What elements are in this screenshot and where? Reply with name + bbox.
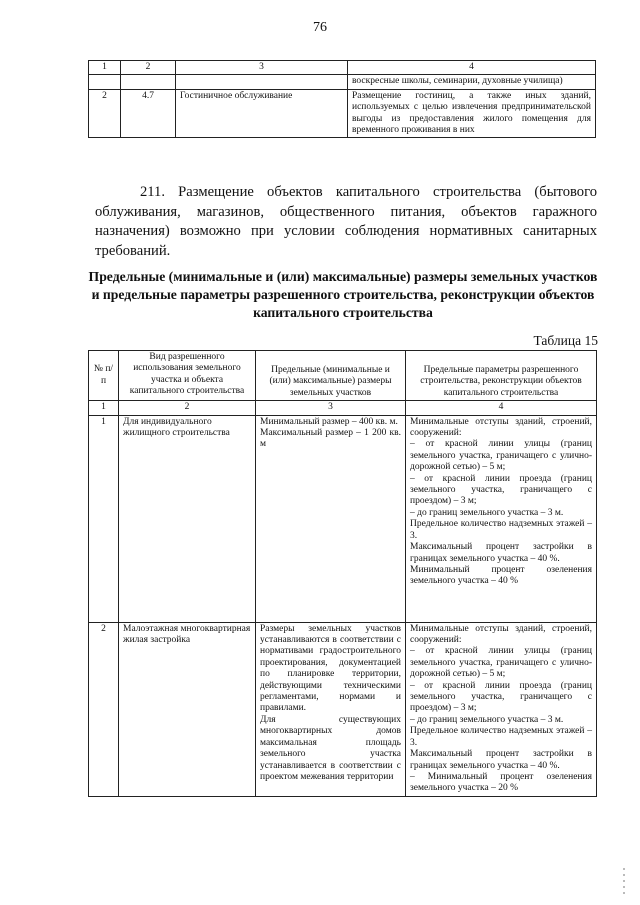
section-heading: Предельные (минимальные и (или) максимальные) размеры земельных участков и предельные параметры разрешенного строительства, реконструкции объектов капитального строительства bbox=[88, 269, 598, 320]
param-line: Предельное количество надземных этажей – 3. bbox=[410, 726, 592, 748]
header-number-4: 4 bbox=[406, 401, 597, 415]
header-num: № п/п bbox=[89, 351, 119, 401]
table-row bbox=[89, 89, 596, 138]
page-number: 76 bbox=[313, 20, 327, 35]
header-col-3: 3 bbox=[176, 61, 348, 75]
param-line: Максимальный процент застройки в границах земельного участка – 40 %. bbox=[410, 749, 592, 771]
empty-cell bbox=[176, 75, 348, 89]
paragraph-211: 211. Размещение объектов капитального строительства (бытового облуживания, магазинов, общественного питания, объектов гаражного назначения) возможно при условии соблюдения нормативных санитарных требований. bbox=[95, 184, 597, 259]
header-type: Вид разрешенного использования земельного участка и объекта капитального строительства bbox=[119, 351, 256, 401]
header-col-4: 4 bbox=[348, 61, 596, 75]
scan-mark bbox=[622, 868, 626, 898]
header-col-1: 1 bbox=[89, 61, 121, 75]
table-15 bbox=[88, 350, 597, 797]
row-code: 4.7 bbox=[121, 89, 176, 138]
size-min: Минимальный размер – 400 кв. м. bbox=[260, 416, 398, 427]
row-params bbox=[406, 415, 597, 622]
param-line: Минимальные отступы зданий, строений, сооружений: bbox=[410, 623, 592, 646]
table-row bbox=[89, 622, 597, 796]
size-text: Для существующих многоквартирных домов максимальная площадь земельного участка устанавливается в соответствии с проектом межевания территории bbox=[260, 714, 401, 782]
row-desc: Размещение гостиниц, а также иных зданий, используемых с целью извлечения предпринимательской выгоды из предоставления жилого помещения для временного проживания в них bbox=[348, 89, 596, 138]
table-header-row bbox=[89, 61, 596, 75]
param-line: – от красной линии улицы (границ земельного участка, граничащего с улично-дорожной сетью) – 5 м; bbox=[410, 646, 592, 680]
row-num: 1 bbox=[89, 415, 119, 622]
header-number-1: 1 bbox=[89, 401, 119, 415]
param-line: – от красной линии проезда (границ земельного участка, граничащего с проездом) – 3 м; bbox=[410, 473, 592, 507]
table-caption: Таблица 15 bbox=[533, 333, 598, 348]
row-num: 2 bbox=[89, 89, 121, 138]
header-params: Предельные параметры разрешенного строительства, реконструкции объектов капитального строительства bbox=[406, 351, 597, 401]
param-line: Минимальный процент озеленения земельного участка – 40 % bbox=[410, 564, 592, 587]
param-line: – от красной линии проезда (границ земельного участка, граничащего с проездом) – 3 м; bbox=[410, 680, 592, 714]
row-sizes bbox=[256, 622, 406, 796]
row-sizes bbox=[256, 415, 406, 622]
row-continued-desc: воскресные школы, семинарии, духовные училища) bbox=[348, 75, 596, 89]
empty-cell bbox=[89, 75, 121, 89]
header-col-2: 2 bbox=[121, 61, 176, 75]
header-number-2: 2 bbox=[119, 401, 256, 415]
continued-table bbox=[88, 60, 596, 138]
param-line: – Минимальный процент озеленения земельного участка – 20 % bbox=[410, 771, 592, 794]
table-row bbox=[89, 75, 596, 89]
size-max: Максимальный размер – 1 200 кв. м bbox=[260, 428, 401, 450]
header-number-3: 3 bbox=[256, 401, 406, 415]
row-name: Гостиничное обслуживание bbox=[176, 89, 348, 138]
row-params bbox=[406, 622, 597, 796]
row-type: Малоэтажная многоквартирная жилая застройка bbox=[119, 622, 256, 796]
param-line: – от красной линии улицы (границ земельного участка, граничащего с улично-дорожной сетью) – 5 м; bbox=[410, 439, 592, 473]
row-type: Для индивидуального жилищного строительства bbox=[119, 415, 256, 622]
table-header-row bbox=[89, 351, 597, 401]
table-header-numbers bbox=[89, 401, 597, 415]
row-num: 2 bbox=[89, 622, 119, 796]
table-row bbox=[89, 415, 597, 622]
param-line: – до границ земельного участка – 3 м. bbox=[410, 507, 564, 518]
param-line: – до границ земельного участка – 3 м. bbox=[410, 714, 564, 725]
header-sizes: Предельные (минимальные и (или) максимальные) размеры земельных участков bbox=[256, 351, 406, 401]
param-line: Максимальный процент застройки в границах земельного участка – 40 %. bbox=[410, 542, 592, 564]
size-text: Размеры земельных участков устанавливаются в соответствии с нормативами градостроительного проектирования, документацией по планировке территории, действующими техническими регламентами, нормами и правилами. bbox=[260, 623, 401, 714]
param-line: Предельное количество надземных этажей – 3. bbox=[410, 519, 592, 541]
param-line: Минимальные отступы зданий, строений, сооружений: bbox=[410, 416, 592, 439]
empty-cell bbox=[121, 75, 176, 89]
